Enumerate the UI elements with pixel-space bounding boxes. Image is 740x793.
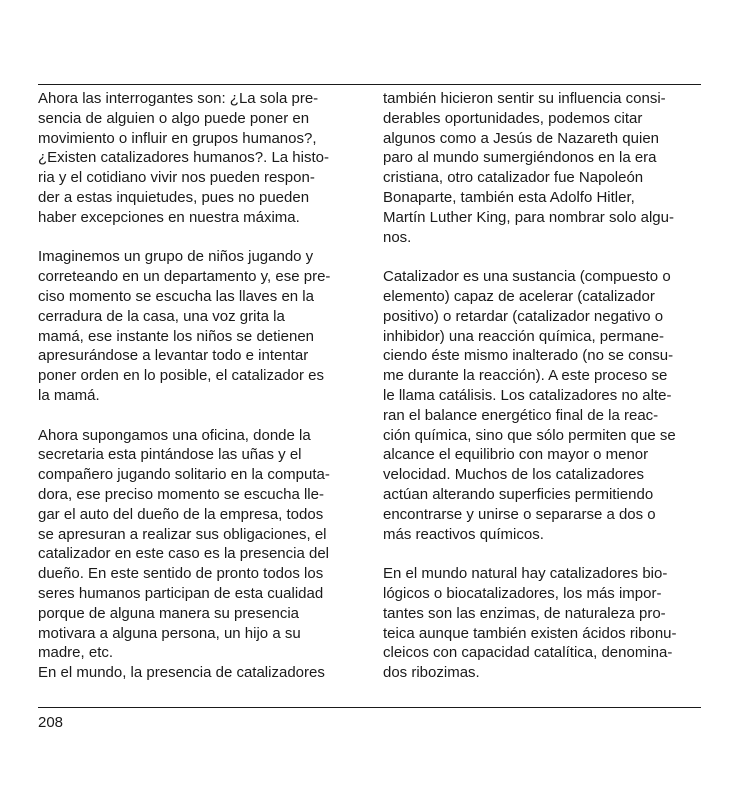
text-line: ran el balance energético final de la reac- (383, 406, 659, 424)
text-line: Imaginemos un grupo de niños jugando y (38, 248, 314, 266)
text-line: teica aunque también existen ácidos ribonu- (383, 624, 677, 642)
text-line: secretaria esta pintándose las uñas y el (38, 446, 302, 464)
text-line: ria y el cotidiano vivir nos pueden respon- (38, 169, 315, 187)
right-column (383, 89, 705, 683)
text-line: velocidad. Muchos de los catalizadores (383, 466, 644, 484)
text-line: porque de alguna manera su presencia (38, 604, 300, 622)
top-rule (38, 84, 701, 85)
paragraph-gap (383, 247, 705, 267)
text-line: correteando en un departamento y, ese pre- (38, 268, 331, 286)
text-line: Ahora supongamos una oficina, donde la (38, 426, 311, 444)
text-line: ciendo éste mismo inalterado (no se consu- (383, 347, 674, 365)
text-line: seres humanos participan de esta cualidad (38, 584, 324, 602)
paragraph-gap (383, 544, 705, 564)
text-line: mamá, ese instante los niños se detienen (38, 327, 314, 345)
text-line: ¿Existen catalizadores humanos?. La histo- (38, 149, 329, 167)
text-line: ciso momento se escucha las llaves en la (38, 287, 314, 305)
text-line: algunos como a Jesús de Nazareth quien (383, 129, 660, 147)
text-line: nos. (383, 228, 412, 246)
text-line: sencia de alguien o algo puede poner en (38, 109, 310, 127)
text-line: se apresuran a realizar sus obligaciones, el (38, 525, 327, 543)
text-line: le llama catálisis. Los catalizadores no alte- (383, 386, 672, 404)
text-line: lógicos o biocatalizadores, los más impor- (383, 584, 662, 602)
text-line: motivara a alguna persona, un hijo a su (38, 624, 301, 642)
text-line: dos ribozimas. (383, 664, 480, 682)
text-line: compañero jugando solitario en la computa- (38, 466, 330, 484)
text-line: cerradura de la casa, una voz grita la (38, 307, 285, 325)
text-line: Martín Luther King, para nombrar solo algu- (383, 208, 674, 226)
text-line: tantes son las enzimas, de naturaleza pro- (383, 604, 666, 622)
text-line: movimiento o influir en grupos humanos?, (38, 129, 317, 147)
paragraph-gap (38, 228, 358, 248)
text-line: catalizador en este caso es la presencia del (38, 545, 330, 563)
text-line: madre, etc. (38, 644, 114, 662)
text-line: En el mundo, la presencia de catalizadores (38, 664, 325, 682)
text-line: encontrarse y unirse o separarse a dos o (383, 505, 656, 523)
text-line: paro al mundo sumergiéndonos en la era (383, 149, 657, 167)
text-line: positivo) o retardar (catalizador negativo o (383, 307, 664, 325)
text-line: cristiana, otro catalizador fue Napoleón (383, 169, 644, 187)
text-line: haber excepciones en nuestra máxima. (38, 208, 300, 226)
text-line: apresurándose a levantar todo e intentar (38, 347, 309, 365)
text-line: En el mundo natural hay catalizadores bio- (383, 565, 668, 583)
text-line: dora, ese preciso momento se escucha lle- (38, 485, 324, 503)
text-line: actúan alterando superficies permitiendo (383, 485, 654, 503)
text-line: cleicos con capacidad catalítica, denomina- (383, 644, 673, 662)
text-line: der a estas inquietudes, pues no pueden (38, 188, 310, 206)
text-line: Catalizador es una sustancia (compuesto o (383, 268, 671, 286)
text-line: alcance el equilibrio con mayor o menor (383, 446, 649, 464)
text-line: dueño. En este sentido de pronto todos los (38, 565, 324, 583)
paragraph-gap (38, 406, 358, 426)
text-line: me durante la reacción). A este proceso se (383, 367, 668, 385)
text-line: derables oportunidades, podemos citar (383, 109, 643, 127)
text-line: ción química, sino que sólo permiten que se (383, 426, 676, 444)
page-number: 208 (38, 714, 64, 731)
text-line: elemento) capaz de acelerar (catalizador (383, 287, 655, 305)
text-line: poner orden en lo posible, el catalizador es (38, 367, 325, 385)
text-line: la mamá. (38, 386, 100, 404)
left-column (38, 89, 358, 683)
text-line: inhibidor) una reacción química, permane- (383, 327, 664, 345)
text-line: Bonaparte, también esta Adolfo Hitler, (383, 188, 635, 206)
text-line: gar el auto del dueño de la empresa, todos (38, 505, 324, 523)
text-line: también hicieron sentir su influencia consi- (383, 90, 666, 107)
text-line: Ahora las interrogantes son: ¿La sola pre- (38, 90, 319, 107)
bottom-rule (38, 707, 701, 708)
text-line: más reactivos químicos. (383, 525, 544, 543)
